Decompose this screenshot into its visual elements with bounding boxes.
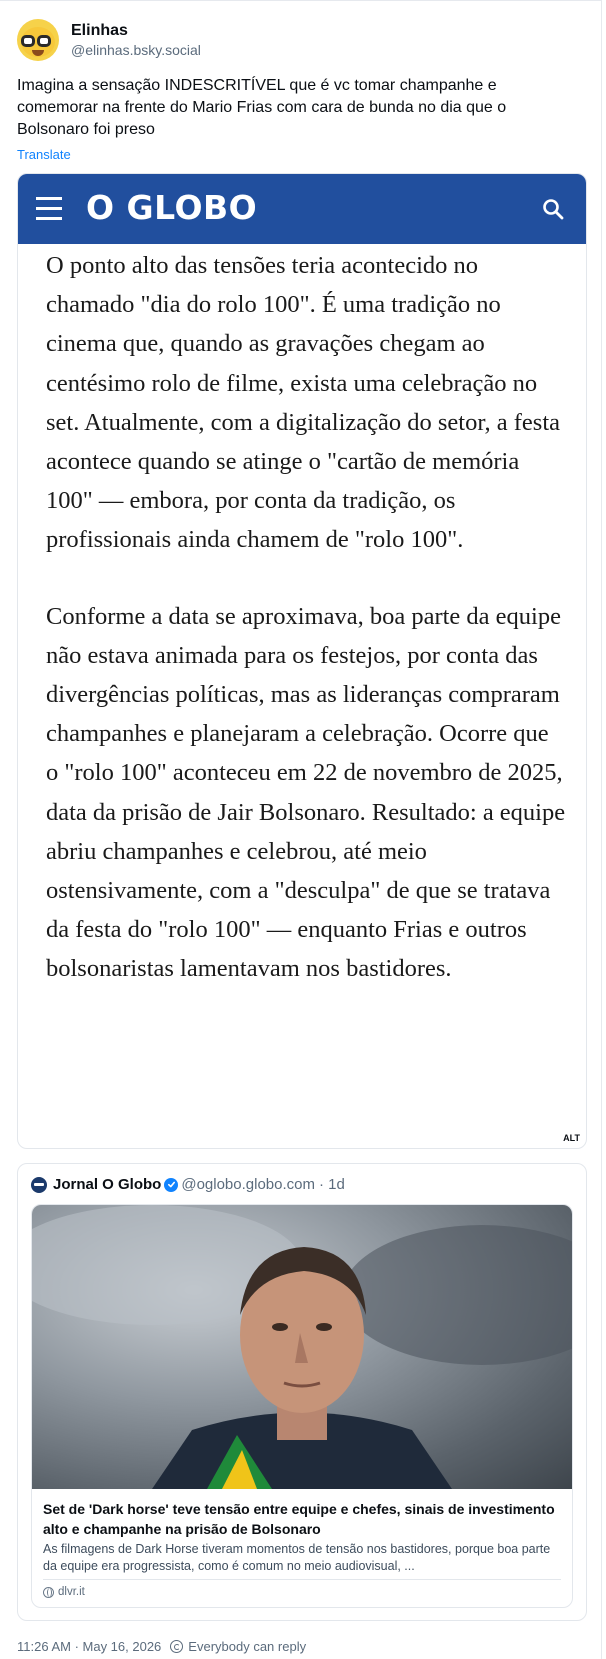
link-preview-image [32,1205,572,1489]
post-timestamp[interactable]: 11:26 AM · May 16, 2026 [17,1639,162,1654]
article-text [46,246,566,989]
quote-age: · 1d [319,1176,345,1193]
article-paragraph: Conforme a data se aproximava, boa parte da equipe não estava animada para os festejos, por conta das divergências políticas, mas as lideranças compraram champanhes e planejaram a celebração. Ocorre que o "rolo 100" aconteceu em 22 de novembro de 2025, data da prisão de Jair Bolsonaro. Resultado: a equipe abriu champanhes e celebrou, até meio ostensivamente, com a "desculpa" de que se tratava da festa do "rolo 100" — enquanto Frias e outros bolsonaristas lamentavam nos bastidores. [46,602,566,983]
quote-author-name[interactable]: Jornal O Globo [53,1176,162,1193]
link-preview-domain [43,1586,85,1598]
globo-logo: O GLOBO [86,188,258,227]
link-preview-description: As filmagens de Dark Horse tiveram momentos de tensão nos bastidores, porque boa parte da equipe era progressista, como é comum no meio audiovisual, ... [43,1542,551,1573]
post-header [17,19,201,61]
quote-header [31,1176,345,1193]
search-icon [542,198,564,220]
author-display-name[interactable]: Elinhas [71,21,128,39]
menu-icon [36,197,62,221]
link-domain-text: dlvr.it [58,1586,85,1598]
link-preview-title[interactable]: Set de 'Dark horse' teve tensão entre equipe e chefes, sinais de investimento alto e champanhe na prisão de Bolsonaro [43,1501,555,1537]
embedded-image[interactable] [17,173,587,1149]
reply-setting[interactable]: Everybody can reply [188,1639,307,1654]
quote-avatar [31,1177,47,1193]
avatar[interactable] [17,19,59,61]
article-paragraph: O ponto alto das tensões teria acontecido no chamado "dia do rolo 100". É uma tradição no cinema que, quando as gravações chegam ao centésimo rolo de filme, exista uma celebração no set. Atualmente, com a digitalização do setor, a festa acontece quando se atinge o "cartão de memória 100" — embora, por conta da tradição, os profissionais ainda chamem de "rolo 100". [46,252,561,554]
link-preview-card[interactable] [31,1204,573,1608]
portrait-illustration [32,1205,572,1489]
reply-settings-icon [170,1640,183,1653]
globe-icon [43,1587,54,1598]
author-names [71,21,201,60]
verified-badge-icon [164,1178,178,1192]
translate-link[interactable]: Translate [17,147,71,162]
quote-author-handle[interactable]: @oglobo.globo.com [181,1176,315,1193]
author-handle[interactable]: @elinhas.bsky.social [71,41,201,58]
quote-post[interactable] [17,1163,587,1621]
post-footer [17,1639,306,1654]
alt-badge[interactable]: ALT [563,1133,580,1143]
globo-header-bar [18,174,586,244]
divider [43,1579,561,1580]
post-text: Imagina a sensação INDESCRITÍVEL que é vc tomar champanhe e comemorar na frente do Mario Frias com cara de bunda no dia que o Bolsonaro foi preso [17,77,507,138]
